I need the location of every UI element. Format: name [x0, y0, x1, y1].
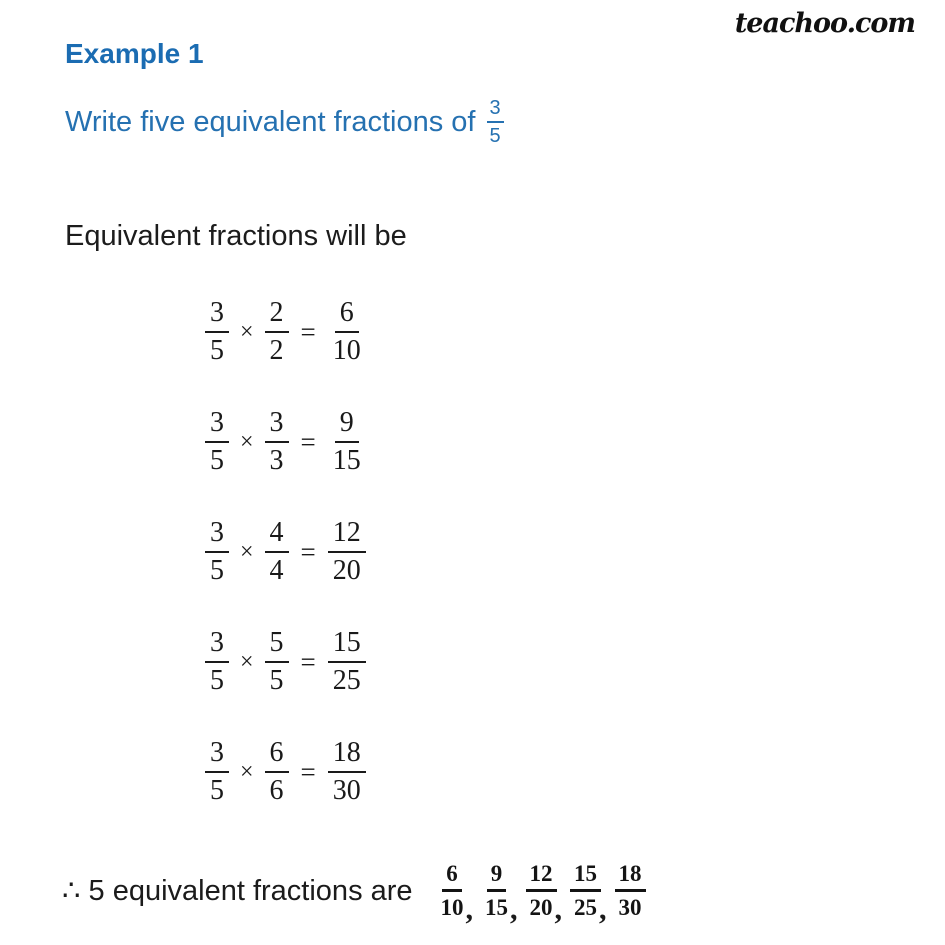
equation-first-fraction-denominator: 5 — [210, 335, 224, 366]
conclusion-text: ∴ 5 equivalent fractions are — [62, 875, 413, 907]
equation-first-fraction — [205, 409, 229, 475]
equation-second-fraction-numerator: 2 — [265, 299, 289, 333]
equals-sign: = — [300, 646, 316, 677]
right-edge-bar — [928, 0, 945, 945]
equation-second-fraction-denominator: 5 — [269, 665, 284, 696]
result-fraction-denominator: 30 — [618, 895, 642, 920]
multiply-sign: × — [240, 428, 254, 455]
question-fraction-denominator: 5 — [489, 125, 501, 147]
equation-result-fraction — [328, 739, 366, 805]
equation-result-fraction-numerator: 12 — [328, 519, 366, 553]
result-fraction — [437, 862, 468, 919]
result-fraction-numerator: 18 — [615, 862, 646, 892]
equation-first-fraction-numerator: 3 — [205, 739, 229, 773]
question-fraction-numerator: 3 — [487, 98, 504, 123]
multiply-sign: × — [240, 318, 254, 345]
equals-sign: = — [300, 316, 316, 347]
equation-result-fraction — [328, 629, 366, 695]
equals-sign: = — [300, 536, 316, 567]
equation-second-fraction — [265, 519, 289, 585]
equation-result-fraction — [328, 409, 366, 475]
equation-second-fraction — [265, 629, 289, 695]
fraction-separator: , — [465, 893, 474, 926]
fraction-separator: , — [599, 893, 607, 926]
equation-first-fraction — [205, 739, 229, 805]
result-fraction — [615, 862, 646, 919]
result-fraction-denominator: 15 — [485, 895, 509, 920]
result-fraction — [481, 862, 512, 919]
equation-result-fraction-denominator: 25 — [332, 665, 361, 696]
multiply-sign: × — [240, 758, 254, 785]
equation-second-fraction-denominator: 4 — [269, 555, 284, 586]
equation-row — [205, 517, 366, 586]
equation-first-fraction-numerator: 3 — [205, 409, 229, 443]
result-fraction-denominator: 20 — [529, 895, 553, 920]
equation-result-fraction — [328, 299, 366, 365]
equation-result-fraction-numerator: 15 — [328, 629, 366, 663]
result-fraction-denominator: 25 — [574, 895, 598, 920]
equation-first-fraction — [205, 299, 229, 365]
equation-first-fraction-denominator: 5 — [210, 445, 224, 476]
equation-result-fraction-numerator: 6 — [335, 299, 359, 333]
equation-second-fraction — [265, 409, 289, 475]
equation-row — [205, 297, 366, 366]
equations-list — [205, 297, 366, 850]
equation-row — [205, 737, 366, 806]
equation-first-fraction-numerator: 3 — [205, 629, 229, 663]
equation-first-fraction-numerator: 3 — [205, 519, 229, 553]
equation-result-fraction-denominator: 10 — [332, 335, 361, 366]
conclusion-fractions — [429, 861, 646, 926]
result-fraction-numerator: 9 — [487, 862, 507, 892]
equals-sign: = — [300, 426, 316, 457]
intro-text: Equivalent fractions will be — [65, 220, 407, 252]
equation-second-fraction-numerator: 6 — [265, 739, 289, 773]
multiply-sign: × — [240, 648, 254, 675]
equation-first-fraction — [205, 629, 229, 695]
equation-row — [205, 627, 366, 696]
right-edge-bar-black-segment — [928, 178, 945, 945]
brand-logo: teachoo.com — [734, 8, 915, 39]
result-fraction-numerator: 15 — [570, 862, 601, 892]
equation-result-fraction-denominator: 20 — [332, 555, 361, 586]
equation-first-fraction — [205, 519, 229, 585]
right-edge-bar-blue-segment — [928, 0, 945, 178]
question-text: Write five equivalent fractions of — [65, 105, 476, 138]
equation-result-fraction — [328, 519, 366, 585]
equals-sign: = — [300, 756, 316, 787]
equation-result-fraction-denominator: 30 — [332, 775, 361, 806]
equation-result-fraction-denominator: 15 — [332, 445, 361, 476]
equation-result-fraction-numerator: 18 — [328, 739, 366, 773]
equation-second-fraction-numerator: 5 — [265, 629, 289, 663]
equation-second-fraction-denominator: 6 — [269, 775, 284, 806]
equation-first-fraction-denominator: 5 — [210, 555, 224, 586]
question-line — [65, 98, 504, 146]
equation-second-fraction-numerator: 4 — [265, 519, 289, 553]
equation-row — [205, 407, 366, 476]
equation-second-fraction — [265, 739, 289, 805]
example-title: Example 1 — [65, 38, 204, 69]
equation-second-fraction-denominator: 3 — [269, 445, 284, 476]
question-fraction — [487, 98, 504, 146]
equation-first-fraction-numerator: 3 — [205, 299, 229, 333]
equation-result-fraction-numerator: 9 — [335, 409, 359, 443]
equation-second-fraction-numerator: 3 — [265, 409, 289, 443]
result-fraction-numerator: 6 — [442, 862, 462, 892]
conclusion-line — [62, 861, 646, 926]
equation-second-fraction-denominator: 2 — [269, 335, 284, 366]
result-fraction-numerator: 12 — [526, 862, 557, 892]
equation-first-fraction-denominator: 5 — [210, 775, 224, 806]
result-fraction — [526, 862, 557, 919]
equation-first-fraction-denominator: 5 — [210, 665, 224, 696]
equation-second-fraction — [265, 299, 289, 365]
multiply-sign: × — [240, 538, 254, 565]
result-fraction-denominator: 10 — [440, 895, 464, 920]
result-fraction — [570, 862, 601, 919]
fraction-separator: , — [554, 893, 563, 926]
fraction-separator: , — [510, 893, 518, 926]
